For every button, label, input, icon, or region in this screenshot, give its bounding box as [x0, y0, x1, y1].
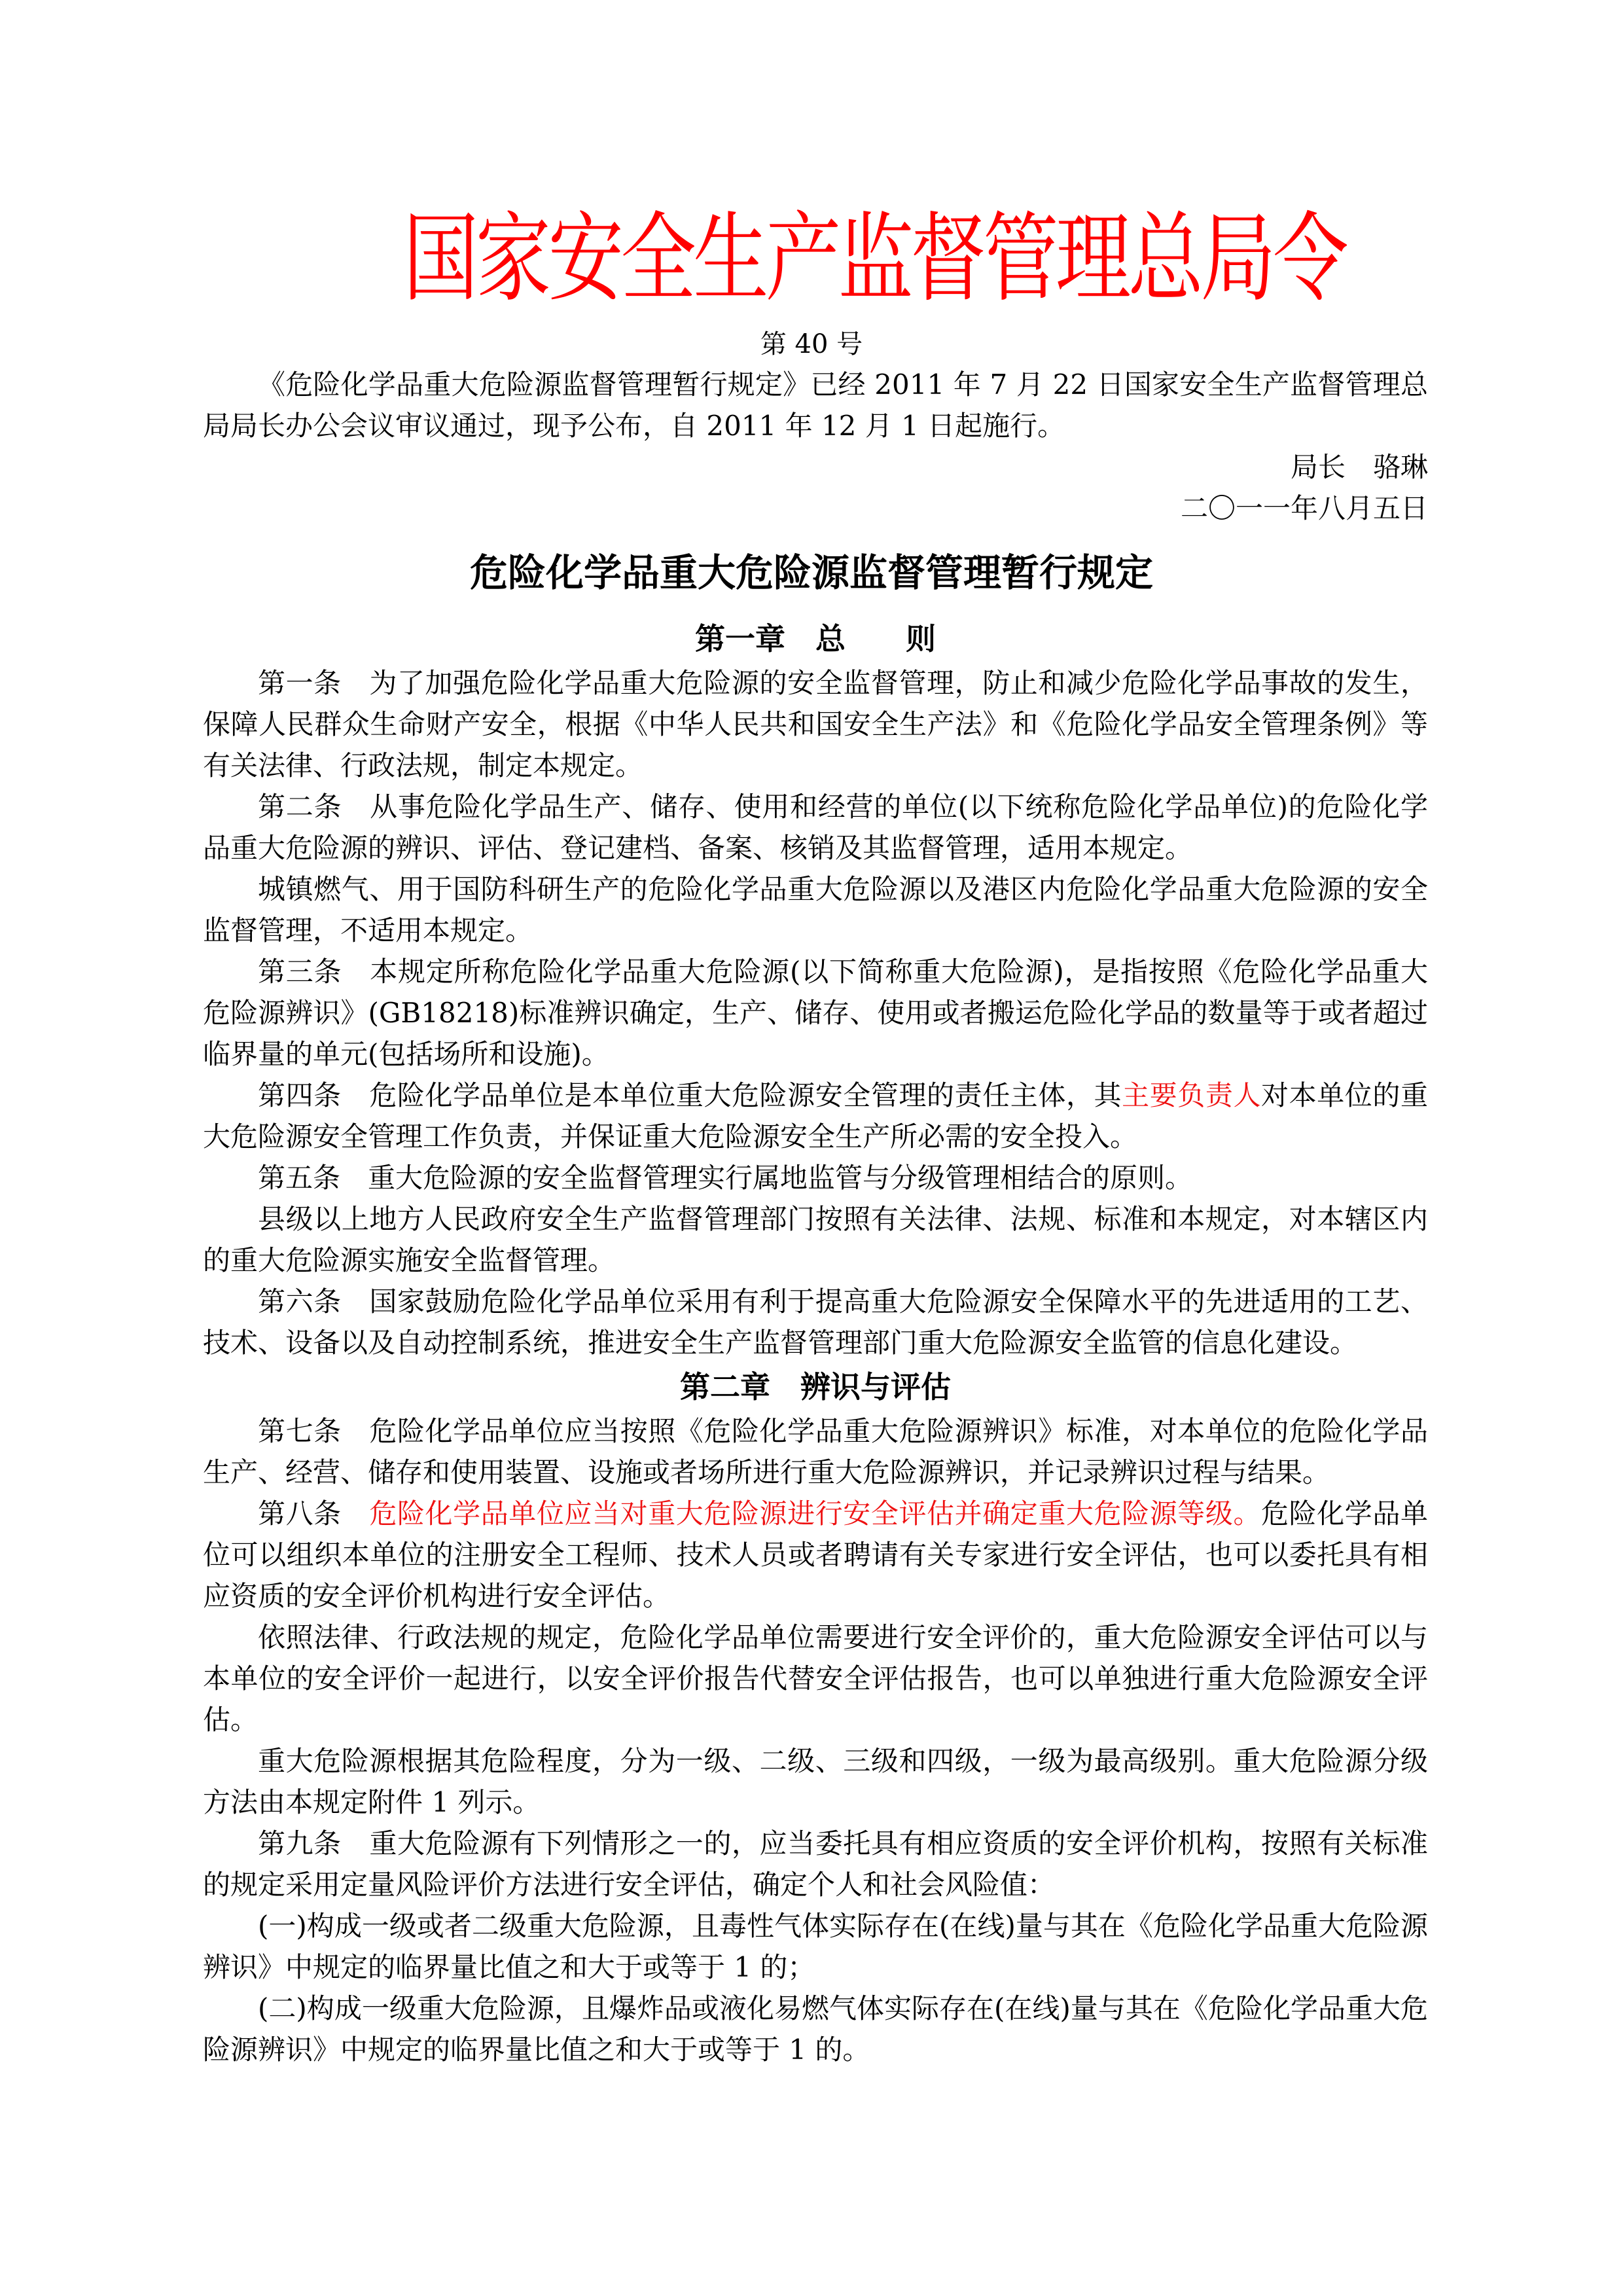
signature-name: 局长 骆琳 — [1290, 451, 1428, 483]
article-label: 第八条 — [258, 1498, 342, 1530]
highlighted-text: 危险化学品单位应当对重大危险源进行安全评估并确定重大危险源等级。 — [369, 1498, 1262, 1530]
article — [203, 1823, 1428, 1905]
highlighted-text: 主要负责人 — [1122, 1079, 1262, 1111]
article-text: 重大危险源的安全监督管理实行属地监管与分级管理相结合的原则。 — [368, 1162, 1193, 1194]
article — [203, 662, 1428, 786]
document-body — [203, 615, 1428, 2070]
article — [203, 1281, 1428, 1363]
document-title: 危险化学品重大危险源监督管理暂行规定 — [469, 550, 1153, 595]
promulgation-text: 《危险化学品重大危险源监督管理暂行规定》已经 2011 年 7 月 22 日国家安全生产监督管理总局局长办公会议审议通过，现予公布，自 2011 年 12 月 1 日起施行。 — [203, 368, 1428, 442]
article-paragraph: 重大危险源根据其危险程度，分为一级、二级、三级和四级，一级为最高级别。重大危险源分级方法由本规定附件 1 列示。 — [203, 1745, 1428, 1818]
article — [203, 1157, 1428, 1198]
article — [203, 1410, 1428, 1493]
article-text: 危险化学品单位可以组织本单位的注册安全工程师、技术人员或者聘请有关专家进行安全评估，也可以委托具有相应资质的安全评价机构进行安全评估。 — [203, 1498, 1428, 1612]
article-text: 重大危险源有下列情形之一的，应当委托具有相应资质的安全评价机构，按照有关标准的规定采用定量风险评价方法进行安全评估，确定个人和社会风险值： — [203, 1827, 1428, 1901]
article-label: 第五条 — [258, 1162, 341, 1194]
article-text: 对本单位的重大危险源安全管理工作负责，并保证重大危险源安全生产所必需的安全投入。 — [203, 1079, 1428, 1153]
article-text: 国家鼓励危险化学品单位采用有利于提高重大危险源安全保障水平的先进适用的工艺、技术、设备以及自动控制系统，推进安全生产监督管理部门重大危险源安全监管的信息化建设。 — [203, 1285, 1428, 1359]
article-label: 第四条 — [258, 1079, 342, 1111]
article-text: 本规定所称危险化学品重大危险源(以下简称重大危险源)，是指按照《危险化学品重大危险源辨识》(GB18218)标准辨识确定，生产、储存、使用或者搬运危险化学品的数量等于或者超过临界量的单元(包括场所和设施)。 — [203, 956, 1428, 1070]
article-label: 第六条 — [258, 1285, 342, 1318]
article-label: 第七条 — [258, 1415, 342, 1447]
article-paragraph: 城镇燃气、用于国防科研生产的危险化学品重大危险源以及港区内危险化学品重大危险源的安全监督管理，不适用本规定。 — [203, 873, 1428, 946]
masthead-title: 国家安全生产监督管理总局令 — [403, 202, 1346, 315]
article — [203, 1493, 1428, 1617]
article-label: 第一条 — [258, 667, 342, 699]
article-label: 第三条 — [258, 956, 342, 988]
article-paragraph: 县级以上地方人民政府安全生产监督管理部门按照有关法律、法规、标准和本规定，对本辖区内的重大危险源实施安全监督管理。 — [203, 1203, 1428, 1276]
article — [203, 786, 1428, 869]
article-label: 第九条 — [258, 1827, 342, 1859]
article-label: 第二条 — [258, 791, 342, 823]
article-text: 从事危险化学品生产、储存、使用和经营的单位(以下统称危险化学品单位)的危险化学品重大危险源的辨识、评估、登记建档、备案、核销及其监督管理，适用本规定。 — [203, 791, 1428, 864]
article — [203, 951, 1428, 1075]
list-item: (一)构成一级或者二级重大危险源，且毒性气体实际存在(在线)量与其在《危险化学品重大危险源辨识》中规定的临界量比值之和大于或等于 1 的； — [203, 1910, 1428, 1983]
article-text: 危险化学品单位应当按照《危险化学品重大危险源辨识》标准，对本单位的危险化学品生产、经营、储存和使用装置、设施或者场所进行重大危险源辨识，并记录辨识过程与结果。 — [203, 1415, 1428, 1488]
signature-date: 二〇一一年八月五日 — [1180, 492, 1428, 524]
article-text: 为了加强危险化学品重大危险源的安全监督管理，防止和减少危险化学品事故的发生，保障人民群众生命财产安全，根据《中华人民共和国安全生产法》和《危险化学品安全管理条例》等有关法律、行政法规，制定本规定。 — [203, 667, 1428, 781]
article — [203, 1075, 1428, 1157]
article-paragraph: 依照法律、行政法规的规定，危险化学品单位需要进行安全评价的，重大危险源安全评估可以与本单位的安全评价一起进行，以安全评价报告代替安全评估报告，也可以单独进行重大危险源安全评估。 — [203, 1621, 1428, 1736]
chapter-heading-2: 第二章 辨识与评估 — [680, 1369, 951, 1405]
issue-number: 第 40 号 — [760, 329, 863, 359]
article-text: 危险化学品单位是本单位重大危险源安全管理的责任主体，其 — [369, 1079, 1122, 1111]
chapter-heading-1: 第一章 总 则 — [695, 621, 936, 656]
list-item: (二)构成一级重大危险源，且爆炸品或液化易燃气体实际存在(在线)量与其在《危险化学品重大危险源辨识》中规定的临界量比值之和大于或等于 1 的。 — [203, 1992, 1428, 2066]
promulgation-notice — [203, 364, 1428, 446]
